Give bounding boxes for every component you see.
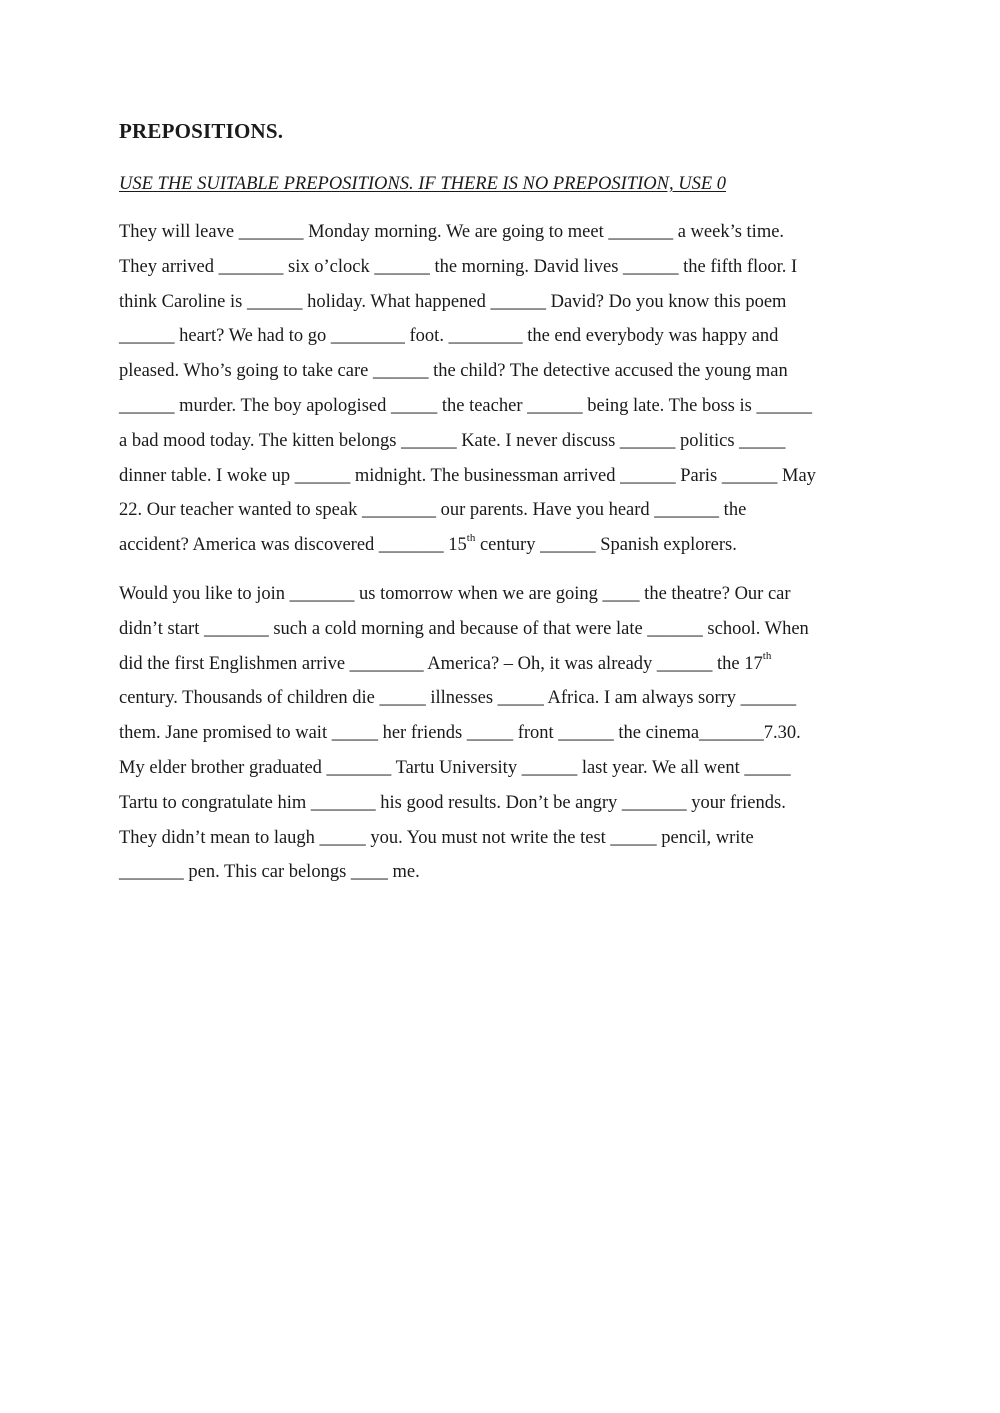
text-line: did the first Englishmen arrive ________ America? – Oh, it was already ______ the 17th — [119, 650, 772, 674]
exercise-paragraph-1 — [119, 219, 899, 567]
text-line: pleased. Who’s going to take care ______ the child? The detective accused the young man — [119, 361, 788, 382]
text-line: accident? America was discovered _______ 15th century ______ Spanish explorers. — [119, 532, 737, 556]
text-line: dinner table. I woke up ______ midnight. The businessman arrived ______ Paris ______ May — [119, 465, 816, 486]
text-line: _______ pen. This car belongs ____ me. — [119, 862, 420, 883]
text-line: ______ heart? We had to go ________ foot. ________ the end everybody was happy and — [119, 326, 779, 347]
text-line: Tartu to congratulate him _______ his good results. Don’t be angry _______ your friends. — [119, 792, 786, 813]
text-line: Would you like to join _______ us tomorrow when we are going ____ the theatre? Our car — [119, 584, 791, 604]
superscript: th — [466, 532, 476, 545]
text-line: My elder brother graduated _______ Tartu University ______ last year. We all went _____ — [119, 757, 791, 778]
instruction-text: USE THE SUITABLE PREPOSITIONS. IF THERE IS NO PREPOSITION, USE 0 — [119, 174, 727, 194]
text-line: century. Thousands of children die _____ illnesses _____ Africa. I am always sorry ______ — [119, 688, 797, 709]
text-line: a bad mood today. The kitten belongs ______ Kate. I never discuss ______ politics _____ — [119, 430, 786, 451]
text-line: They will leave _______ Monday morning. We are going to meet _______ a week’s time. — [119, 222, 785, 242]
text-line: ______ murder. The boy apologised _____ the teacher ______ being late. The boss is ______ — [119, 395, 812, 416]
text-line: They didn’t mean to laugh _____ you. You must not write the test _____ pencil, write — [119, 827, 754, 848]
text-line: didn’t start _______ such a cold morning and because of that were late ______ school. When — [119, 618, 809, 639]
text-line: them. Jane promised to wait _____ her friends _____ front ______ the cinema_______7.30. — [119, 723, 801, 744]
text-line: They arrived _______ six o’clock ______ the morning. David lives ______ the fifth floor. I — [119, 256, 798, 277]
text-line: think Caroline is ______ holiday. What happened ______ David? Do you know this poem — [119, 291, 787, 312]
superscript: th — [762, 650, 772, 663]
exercise-paragraph-2 — [119, 581, 899, 894]
text-line: 22. Our teacher wanted to speak ________ our parents. Have you heard _______ the — [119, 500, 747, 521]
page-title: PREPOSITIONS. — [119, 119, 284, 143]
